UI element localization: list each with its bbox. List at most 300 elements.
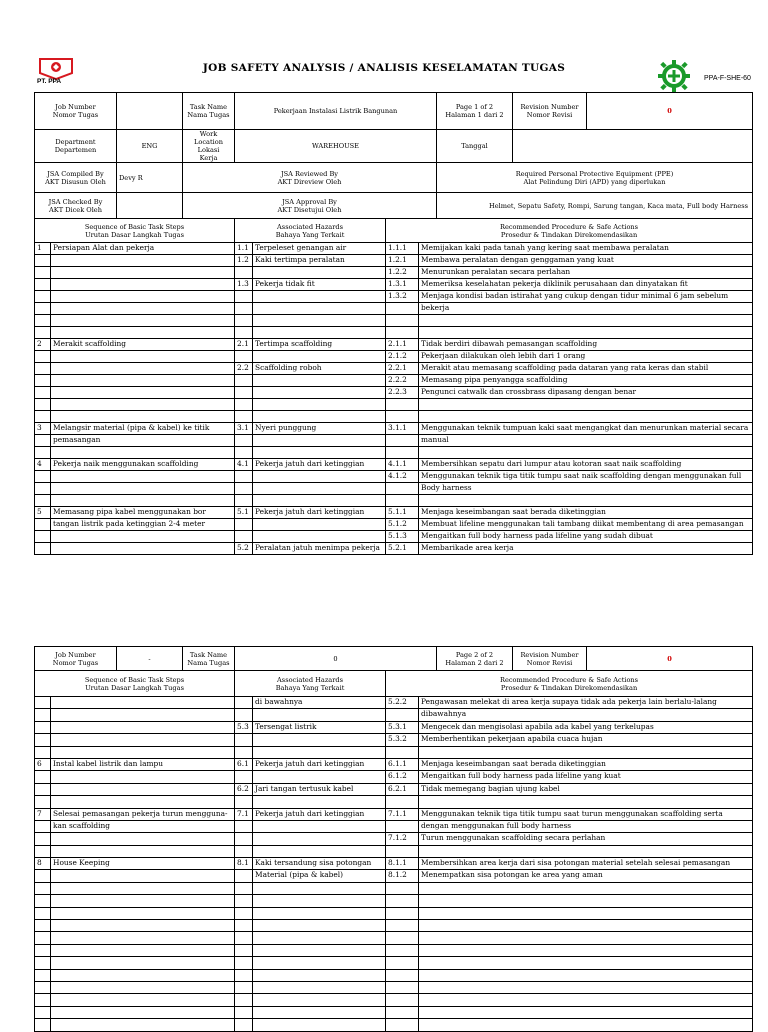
- step-number: [35, 471, 51, 483]
- hazard-number: [235, 315, 253, 327]
- ppe-value: Helmet, Sepatu Safety, Rompi, Sarung tangan, Kaca mata, Full body Harness: [437, 193, 753, 219]
- hazard-number: [235, 882, 253, 894]
- step-text: [51, 907, 235, 919]
- action-number: [386, 796, 419, 808]
- hazard-text: [253, 796, 386, 808]
- step-text: [51, 969, 235, 981]
- action-number: 4.1.1: [386, 459, 419, 471]
- hazard-number: [235, 519, 253, 531]
- hazard-number: [235, 327, 253, 339]
- step-text: Persiapan Alat dan pekerja: [51, 243, 235, 255]
- hazard-text: [253, 969, 386, 981]
- action-text: Merakit atau memasang scaffolding pada dataran yang rata keras dan stabil: [419, 363, 753, 375]
- hazard-number: [235, 709, 253, 721]
- hazard-number: [235, 820, 253, 832]
- table-row: [35, 796, 753, 808]
- table-row: [35, 907, 753, 919]
- hazard-text: Scaffolding roboh: [253, 363, 386, 375]
- hazard-number: [235, 697, 253, 709]
- table-row: [35, 411, 753, 423]
- action-number: 2.1.2: [386, 351, 419, 363]
- action-number: [386, 969, 419, 981]
- hazard-number: [235, 351, 253, 363]
- hazard-text: Pekerja jatuh dari ketinggian: [253, 758, 386, 770]
- table-row: [35, 291, 753, 303]
- work-location-label: Work Location Lokasi Kerja: [183, 130, 235, 163]
- step-number: [35, 845, 51, 857]
- action-text: Turun menggunakan scaffolding secara perlahan: [419, 833, 753, 845]
- action-text: Membawa peralatan dengan genggaman yang kuat: [419, 255, 753, 267]
- step-number: [35, 721, 51, 733]
- step-number: [35, 1019, 51, 1031]
- hazard-text: [253, 399, 386, 411]
- step-number: [35, 734, 51, 746]
- step-text: [51, 279, 235, 291]
- table-row: [35, 932, 753, 944]
- hazard-number: [235, 895, 253, 907]
- action-text: Menggunakan teknik tumpuan kaki saat mengangkat dan menurunkan material secara: [419, 423, 753, 435]
- step-text: [51, 471, 235, 483]
- job-number-value-p2: -: [117, 647, 183, 671]
- table-row: [35, 387, 753, 399]
- step-number: [35, 447, 51, 459]
- step-text: kan scaffolding: [51, 820, 235, 832]
- step-number: 3: [35, 423, 51, 435]
- action-number: [386, 882, 419, 894]
- hazard-text: Material (pipa & kabel): [253, 870, 386, 882]
- action-text: [419, 315, 753, 327]
- hazard-text: [253, 303, 386, 315]
- step-number: 4: [35, 459, 51, 471]
- action-text: [419, 981, 753, 993]
- hazard-number: [235, 957, 253, 969]
- hazard-number: 8.1: [235, 858, 253, 870]
- page1-header-table: [34, 92, 753, 219]
- page2-header-table: [34, 646, 753, 671]
- action-number: [386, 411, 419, 423]
- action-text: Membuat lifeline menggunakan tali tambang diikat membentang di area pemasangan: [419, 519, 753, 531]
- action-number: 2.1.1: [386, 339, 419, 351]
- date-label: Tanggal: [437, 130, 513, 163]
- hazard-text: [253, 734, 386, 746]
- action-number: [386, 907, 419, 919]
- step-text: [51, 697, 235, 709]
- hazard-text: [253, 833, 386, 845]
- hazard-number: [235, 471, 253, 483]
- table-row: [35, 327, 753, 339]
- step-number: [35, 994, 51, 1006]
- table-row: [35, 833, 753, 845]
- hazard-number: [235, 994, 253, 1006]
- step-number: [35, 697, 51, 709]
- step-text: [51, 771, 235, 783]
- table-row: [35, 820, 753, 832]
- action-number: [386, 709, 419, 721]
- hazard-text: [253, 709, 386, 721]
- hazard-number: 6.2: [235, 783, 253, 795]
- action-number: [386, 746, 419, 758]
- action-text: [419, 796, 753, 808]
- action-text: Tidak berdiri dibawah pemasangan scaffolding: [419, 339, 753, 351]
- action-text: Mengecek dan mengisolasi apabila ada kabel yang terkelupas: [419, 721, 753, 733]
- hazard-number: [235, 483, 253, 495]
- action-text: Menempatkan sisa potongan ke area yang aman: [419, 870, 753, 882]
- hazard-number: 5.3: [235, 721, 253, 733]
- action-text: Pengunci catwalk dan crossbrass dipasang dengan benar: [419, 387, 753, 399]
- step-text: [51, 882, 235, 894]
- step-text: [51, 721, 235, 733]
- action-text: [419, 845, 753, 857]
- hazard-number: [235, 969, 253, 981]
- hazard-text: [253, 435, 386, 447]
- action-number: 6.1.2: [386, 771, 419, 783]
- hazard-number: [235, 845, 253, 857]
- revision-label: Revision Number Nomor Revisi: [513, 93, 587, 130]
- action-text: [419, 882, 753, 894]
- action-text: Menjaga keseimbangan saat berada diketinggian: [419, 507, 753, 519]
- action-number: 1.1.1: [386, 243, 419, 255]
- action-text: [419, 411, 753, 423]
- hazard-text: [253, 447, 386, 459]
- action-number: 2.2.2: [386, 375, 419, 387]
- step-number: [35, 981, 51, 993]
- step-text: [51, 981, 235, 993]
- table-row: [35, 882, 753, 894]
- hazard-text: [253, 994, 386, 1006]
- hazard-text: [253, 895, 386, 907]
- step-number: [35, 820, 51, 832]
- table-row: [35, 483, 753, 495]
- action-number: 1.3.1: [386, 279, 419, 291]
- page-title: JOB SAFETY ANALYSIS / ANALISIS KESELAMATAN TUGAS: [202, 62, 566, 74]
- table-row: [35, 721, 753, 733]
- hazard-text: Pekerja jatuh dari ketinggian: [253, 459, 386, 471]
- table-row: [35, 709, 753, 721]
- hazard-text: Pekerja tidak fit: [253, 279, 386, 291]
- hazard-number: [235, 291, 253, 303]
- date-value: [513, 130, 753, 163]
- hazards-column-header: Associated Hazards Bahaya Yang Terkait: [235, 219, 386, 243]
- table-row: [35, 771, 753, 783]
- action-number: 8.1.2: [386, 870, 419, 882]
- actions-column-header: Recommended Procedure & Safe Actions Prosedur & Tindakan Direkomendasikan: [386, 219, 753, 243]
- hazard-text: [253, 291, 386, 303]
- actions-column-header-p2: Recommended Procedure & Safe Actions Prosedur & Tindakan Direkomendasikan: [386, 671, 753, 697]
- step-text: [51, 255, 235, 267]
- step-text: Merakit scaffolding: [51, 339, 235, 351]
- step-number: [35, 267, 51, 279]
- action-text: Memasang pipa penyangga scaffolding: [419, 375, 753, 387]
- action-number: [386, 399, 419, 411]
- table-row: [35, 279, 753, 291]
- hazard-text: Jari tangan tertusuk kabel: [253, 783, 386, 795]
- action-number: 1.2.1: [386, 255, 419, 267]
- table-row: [35, 399, 753, 411]
- step-number: [35, 279, 51, 291]
- action-text: Menggunakan teknik tiga titik tumpu saat turun menggunakan scaffolding serta: [419, 808, 753, 820]
- action-number: [386, 981, 419, 993]
- task-name-label-p2: Task Name Nama Tugas: [183, 647, 235, 671]
- hazard-text: [253, 1006, 386, 1018]
- action-text: Membersihkan sepatu dari lumpur atau kotoran saat naik scaffolding: [419, 459, 753, 471]
- step-number: [35, 483, 51, 495]
- action-text: Menurunkan peralatan secara perlahan: [419, 267, 753, 279]
- step-text: [51, 447, 235, 459]
- table-row: [35, 543, 753, 555]
- action-number: [386, 435, 419, 447]
- job-number-value: [117, 93, 183, 130]
- action-text: [419, 920, 753, 932]
- step-text: Pekerja naik menggunakan scaffolding: [51, 459, 235, 471]
- compiled-by-value: Devy R: [117, 163, 183, 193]
- action-text: [419, 327, 753, 339]
- revision-label-p2: Revision Number Nomor Revisi: [513, 647, 587, 671]
- table-row: [35, 351, 753, 363]
- action-text: Body harness: [419, 483, 753, 495]
- step-text: [51, 833, 235, 845]
- step-number: [35, 291, 51, 303]
- table-row: [35, 435, 753, 447]
- step-text: Instal kabel listrik dan lampu: [51, 758, 235, 770]
- table-row: [35, 1006, 753, 1018]
- action-number: [386, 932, 419, 944]
- step-number: [35, 255, 51, 267]
- table-row: [35, 507, 753, 519]
- step-number: [35, 531, 51, 543]
- step-number: [35, 519, 51, 531]
- step-text: Memasang pipa kabel menggunakan bor: [51, 507, 235, 519]
- action-number: 7.1.1: [386, 808, 419, 820]
- action-text: dibawahnya: [419, 709, 753, 721]
- step-text: [51, 746, 235, 758]
- step-text: Melangsir material (pipa & kabel) ke titik: [51, 423, 235, 435]
- step-number: [35, 932, 51, 944]
- hazard-text: [253, 483, 386, 495]
- hazard-text: [253, 387, 386, 399]
- action-number: [386, 957, 419, 969]
- action-number: 1.2.2: [386, 267, 419, 279]
- table-row: [35, 870, 753, 882]
- page1-task-table: [34, 218, 753, 555]
- action-number: 3.1.1: [386, 423, 419, 435]
- table-row: [35, 845, 753, 857]
- approval-by-label: JSA Approval By AKT Disetujui Oleh: [183, 193, 437, 219]
- step-number: 6: [35, 758, 51, 770]
- table-row: [35, 495, 753, 507]
- hazard-number: 7.1: [235, 808, 253, 820]
- checked-by-value: [117, 193, 183, 219]
- hazard-text: [253, 944, 386, 956]
- step-number: [35, 1006, 51, 1018]
- step-number: [35, 411, 51, 423]
- hazard-text: Pekerja jatuh dari ketinggian: [253, 808, 386, 820]
- hazard-text: [253, 907, 386, 919]
- action-text: [419, 957, 753, 969]
- action-text: [419, 447, 753, 459]
- hazard-number: 1.3: [235, 279, 253, 291]
- step-text: [51, 351, 235, 363]
- step-text: [51, 363, 235, 375]
- checked-by-label: JSA Checked By AKT Dicek Oleh: [35, 193, 117, 219]
- hazard-text: Kaki tersandung sisa potongan: [253, 858, 386, 870]
- action-text: [419, 932, 753, 944]
- action-text: [419, 746, 753, 758]
- reviewed-by-label: JSA Reviewed By AKT Direview Oleh: [183, 163, 437, 193]
- hazard-text: Terpeleset genangan air: [253, 243, 386, 255]
- action-number: 5.1.1: [386, 507, 419, 519]
- step-number: [35, 351, 51, 363]
- step-number: [35, 783, 51, 795]
- table-row: [35, 243, 753, 255]
- step-number: 7: [35, 808, 51, 820]
- page-number-label: Page 1 of 2 Halaman 1 dari 2: [437, 93, 513, 130]
- table-row: [35, 423, 753, 435]
- action-number: 5.3.1: [386, 721, 419, 733]
- task-name-label: Task Name Nama Tugas: [183, 93, 235, 130]
- action-text: Membarikade area kerja: [419, 543, 753, 555]
- step-number: [35, 387, 51, 399]
- hazard-number: [235, 447, 253, 459]
- table-row: [35, 969, 753, 981]
- table-row: [35, 920, 753, 932]
- hazard-number: [235, 920, 253, 932]
- hazard-number: [235, 411, 253, 423]
- hazard-text: [253, 882, 386, 894]
- hazard-text: [253, 495, 386, 507]
- action-number: [386, 495, 419, 507]
- task-name-value-p2: 0: [235, 647, 437, 671]
- work-location-value: WAREHOUSE: [235, 130, 437, 163]
- hazard-text: [253, 1019, 386, 1031]
- step-number: [35, 920, 51, 932]
- hazard-text: [253, 531, 386, 543]
- table-row: [35, 758, 753, 770]
- action-text: Menggunakan teknik tiga titik tumpu saat naik scaffolding dengan menggunakan full: [419, 471, 753, 483]
- action-text: Membersihkan area kerja dari sisa potongan material setelah selesai pemasangan: [419, 858, 753, 870]
- action-number: [386, 483, 419, 495]
- step-text: pemasangan: [51, 435, 235, 447]
- hazard-number: [235, 375, 253, 387]
- action-number: 2.2.1: [386, 363, 419, 375]
- page2-task-table: [34, 670, 753, 1032]
- action-text: [419, 495, 753, 507]
- action-number: 5.2.1: [386, 543, 419, 555]
- green-gear-plus-icon: [657, 59, 691, 93]
- step-number: [35, 796, 51, 808]
- hazard-text: [253, 771, 386, 783]
- table-row: [35, 981, 753, 993]
- hazard-number: 1.1: [235, 243, 253, 255]
- table-row: [35, 783, 753, 795]
- step-number: [35, 399, 51, 411]
- action-text: Memberhentikan pekerjaan apabila cuaca hujan: [419, 734, 753, 746]
- step-number: [35, 315, 51, 327]
- hazard-text: Pekerja jatuh dari ketinggian: [253, 507, 386, 519]
- table-row: [35, 746, 753, 758]
- step-number: 2: [35, 339, 51, 351]
- hazard-text: [253, 351, 386, 363]
- step-number: [35, 895, 51, 907]
- table-row: [35, 519, 753, 531]
- hazard-text: [253, 920, 386, 932]
- step-number: [35, 495, 51, 507]
- action-number: 5.1.3: [386, 531, 419, 543]
- step-number: [35, 746, 51, 758]
- step-number: [35, 944, 51, 956]
- revision-value-p2: 0: [587, 647, 753, 671]
- page-number-label-p2: Page 2 of 2 Halaman 2 dari 2: [437, 647, 513, 671]
- steps-column-header: Sequence of Basic Task Steps Urutan Dasar Langkah Tugas: [35, 219, 235, 243]
- action-number: [386, 820, 419, 832]
- table-row: [35, 957, 753, 969]
- hazard-number: [235, 734, 253, 746]
- action-text: Pengawasan melekat di area kerja supaya tidak ada pekerja lain berlalu-lalang: [419, 697, 753, 709]
- hazard-text: Kaki tertimpa peralatan: [253, 255, 386, 267]
- step-text: [51, 994, 235, 1006]
- step-text: [51, 543, 235, 555]
- table-row: [35, 994, 753, 1006]
- hazard-number: [235, 1019, 253, 1031]
- compiled-by-label: JSA Compiled By AKT Disusun Oleh: [35, 163, 117, 193]
- action-text: bekerja: [419, 303, 753, 315]
- action-text: Pekerjaan dilakukan oleh lebih dari 1 orang: [419, 351, 753, 363]
- hazard-number: [235, 267, 253, 279]
- hazard-number: 4.1: [235, 459, 253, 471]
- action-text: Mengaitkan full body harness pada lifeline yang sudah dibuat: [419, 531, 753, 543]
- table-row: [35, 339, 753, 351]
- action-text: Menjaga kondisi badan istirahat yang cukup dengan tidur minimal 6 jam sebelum: [419, 291, 753, 303]
- step-number: 5: [35, 507, 51, 519]
- action-text: Menjaga keseimbangan saat berada diketinggian: [419, 758, 753, 770]
- action-number: [386, 315, 419, 327]
- hazard-number: [235, 944, 253, 956]
- step-text: [51, 411, 235, 423]
- table-row: [35, 315, 753, 327]
- step-text: [51, 495, 235, 507]
- hazard-number: 6.1: [235, 758, 253, 770]
- hazard-text: [253, 932, 386, 944]
- step-text: [51, 399, 235, 411]
- hazard-text: [253, 845, 386, 857]
- step-number: [35, 870, 51, 882]
- hazard-number: [235, 1006, 253, 1018]
- step-text: [51, 796, 235, 808]
- hazard-number: [235, 435, 253, 447]
- action-text: [419, 969, 753, 981]
- task-name-value: Pekerjaan Instalasi Listrik Bangunan: [235, 93, 437, 130]
- hazard-text: Peralatan jatuh menimpa pekerja: [253, 543, 386, 555]
- action-text: Tidak memegang bagian ujung kabel: [419, 783, 753, 795]
- hazard-text: [253, 957, 386, 969]
- hazard-text: [253, 981, 386, 993]
- hazard-number: [235, 981, 253, 993]
- action-text: [419, 895, 753, 907]
- step-number: [35, 303, 51, 315]
- step-text: [51, 483, 235, 495]
- table-row: [35, 895, 753, 907]
- table-row: [35, 303, 753, 315]
- action-number: [386, 1019, 419, 1031]
- step-number: [35, 969, 51, 981]
- action-text: [419, 1006, 753, 1018]
- step-text: [51, 291, 235, 303]
- step-text: [51, 387, 235, 399]
- company-logo-text: PT. PPA: [37, 78, 62, 85]
- hazard-text: [253, 820, 386, 832]
- hazard-text: [253, 471, 386, 483]
- action-number: [386, 994, 419, 1006]
- step-number: 8: [35, 858, 51, 870]
